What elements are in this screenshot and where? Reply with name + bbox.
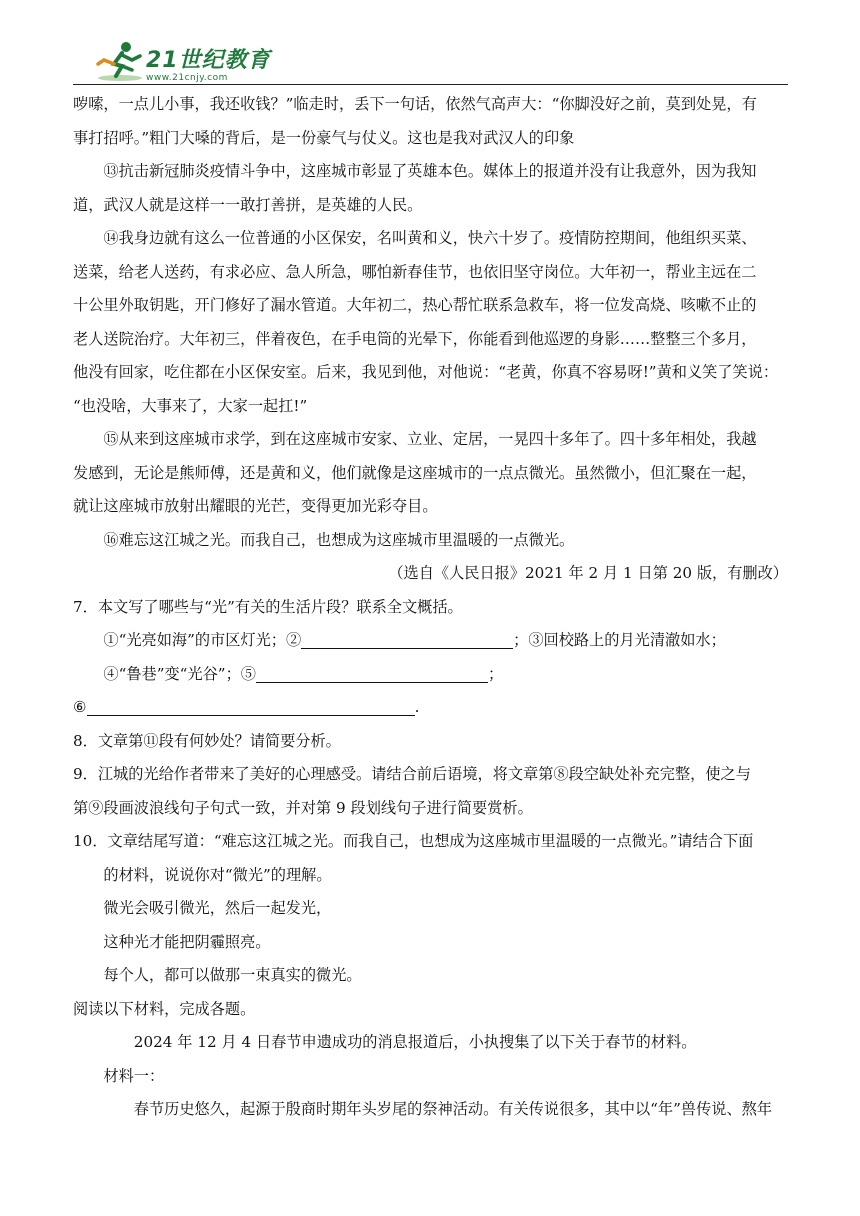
poem-line: 微光会吸引微光，然后一起发光， [103,899,332,917]
poem-line: 这种光才能把阴霾照亮。 [103,932,271,951]
paragraph-13-line: ⑬抗击新冠肺炎疫情斗争中，这座城市彰显了英雄本色。媒体上的报道并没有让我意外，因为我知 [103,162,757,180]
runner-logo-icon [92,40,144,84]
document-body [73,88,788,1127]
paragraph-line: 事打招呼。”粗门大嗓的背后，是一份豪气与仗义。这也是我对武汉人的印象 [73,128,575,147]
question-10-line: 10．文章结尾写道：“难忘这江城之光。而我自己，也想成为这座城市里温暖的一点微光。”请结合下面 [73,832,754,850]
paragraph-14-line: 十公里外取钥匙，开门修好了漏水管道。大年初二，热心帮忙联系急救车，将一位发高烧、咳嗽不止的 [73,296,757,314]
section-context: 2024 年 12 月 4 日春节申遗成功的消息报道后，小执搜集了以下关于春节的材料。 [133,1033,697,1051]
answer-blank-5[interactable] [256,664,488,683]
question-7-answers-row1: ①“光亮如海”的市区灯光；② ；③回校路上的月光清澈如水； [103,631,726,649]
question-9-line: 9．江城的光给作者带来了美好的心理感受。请结合前后语境，将文章第⑧段空缺处补充完整，使之与 [73,765,751,783]
paragraph-line: 哕嗦，一点儿小事，我还收钱？”临走时，丢下一句话，依然气高声大：“你脚没好之前，莫到处晃，有 [73,95,757,113]
paragraph-14-line: “也没啥，大事来了，大家一起扛!” [73,396,308,415]
logo [92,40,271,84]
question-7-answers-row2: ④“鲁巷”变“光谷”；⑤ ； [103,664,504,683]
question-9-line: 第⑨段画波浪线句子句式一致，并对第 9 段划线句子进行简要赏析。 [73,798,533,817]
paragraph-15-line: ⑮从来到这座城市求学，到在这座城市安家、立业、定居，一晃四十多年了。四十多年相处，我越 [103,430,757,448]
question-8: 8．文章第⑪段有何妙处？请简要分析。 [73,731,341,750]
question-7-answers-row3: ⑥ . [73,698,420,716]
logo-url: www.21cnjy.com [146,73,228,83]
material-text: 春节历史悠久，起源于殷商时期年头岁尾的祭神活动。有关传说很多，其中以“年”兽传说、熬年 [133,1100,773,1118]
logo-title: 21世纪教育 [146,48,271,73]
paragraph-14-line: 送菜，给老人送药，有求必应、急人所急，哪怕新春佳节，也依旧坚守岗位。大年初一，帮业主远在二 [73,262,757,281]
question-7: 7．本文写了哪些与“光”有关的生活片段？联系全文概括。 [73,597,463,616]
poem-line: 每个人，都可以做那一束真实的微光。 [103,966,362,984]
paragraph-14-line: 他没有回家，吃住都在小区保安室。后来，我见到他，对他说：“老黄，你真不容易呀!”黄和义笑了笑说： [73,363,779,381]
paragraph-15-line: 就让这座城市放射出耀眼的光芒，变得更加光彩夺目。 [73,497,438,515]
header-rule [73,84,788,85]
answer-blank-6[interactable] [87,697,415,716]
section-intro: 阅读以下材料，完成各题。 [73,999,256,1018]
paragraph-15-line: 发感到，无论是熊师傅，还是黄和义，他们就像是这座城市的一点点微光。虽然微小，但汇聚在一起， [73,463,757,482]
paragraph-14-line: ⑭我身边就有这么一位普通的小区保安，名叫黄和义，快六十岁了。疫情防控期间，他组织买菜、 [103,229,757,247]
paragraph-13-line: 道，武汉人就是这样一一敢打善拼，是英雄的人民。 [73,195,423,214]
paragraph-14-line: 老人送院治疗。大年初三，伴着夜色，在手电筒的光晕下，你能看到他巡逻的身影……整整三个多月， [73,329,757,348]
material-label: 材料一： [103,1066,165,1085]
question-10-line: 的材料，说说你对“微光”的理解。 [103,865,332,884]
answer-blank-2[interactable] [301,630,513,649]
paragraph-16: ⑯难忘这江城之光。而我自己，也想成为这座城市里温暖的一点微光。 [103,530,575,549]
page-header [92,40,792,88]
source-citation: （选自《人民日报》2021 年 2 月 1 日第 20 版，有删改） [388,564,788,582]
